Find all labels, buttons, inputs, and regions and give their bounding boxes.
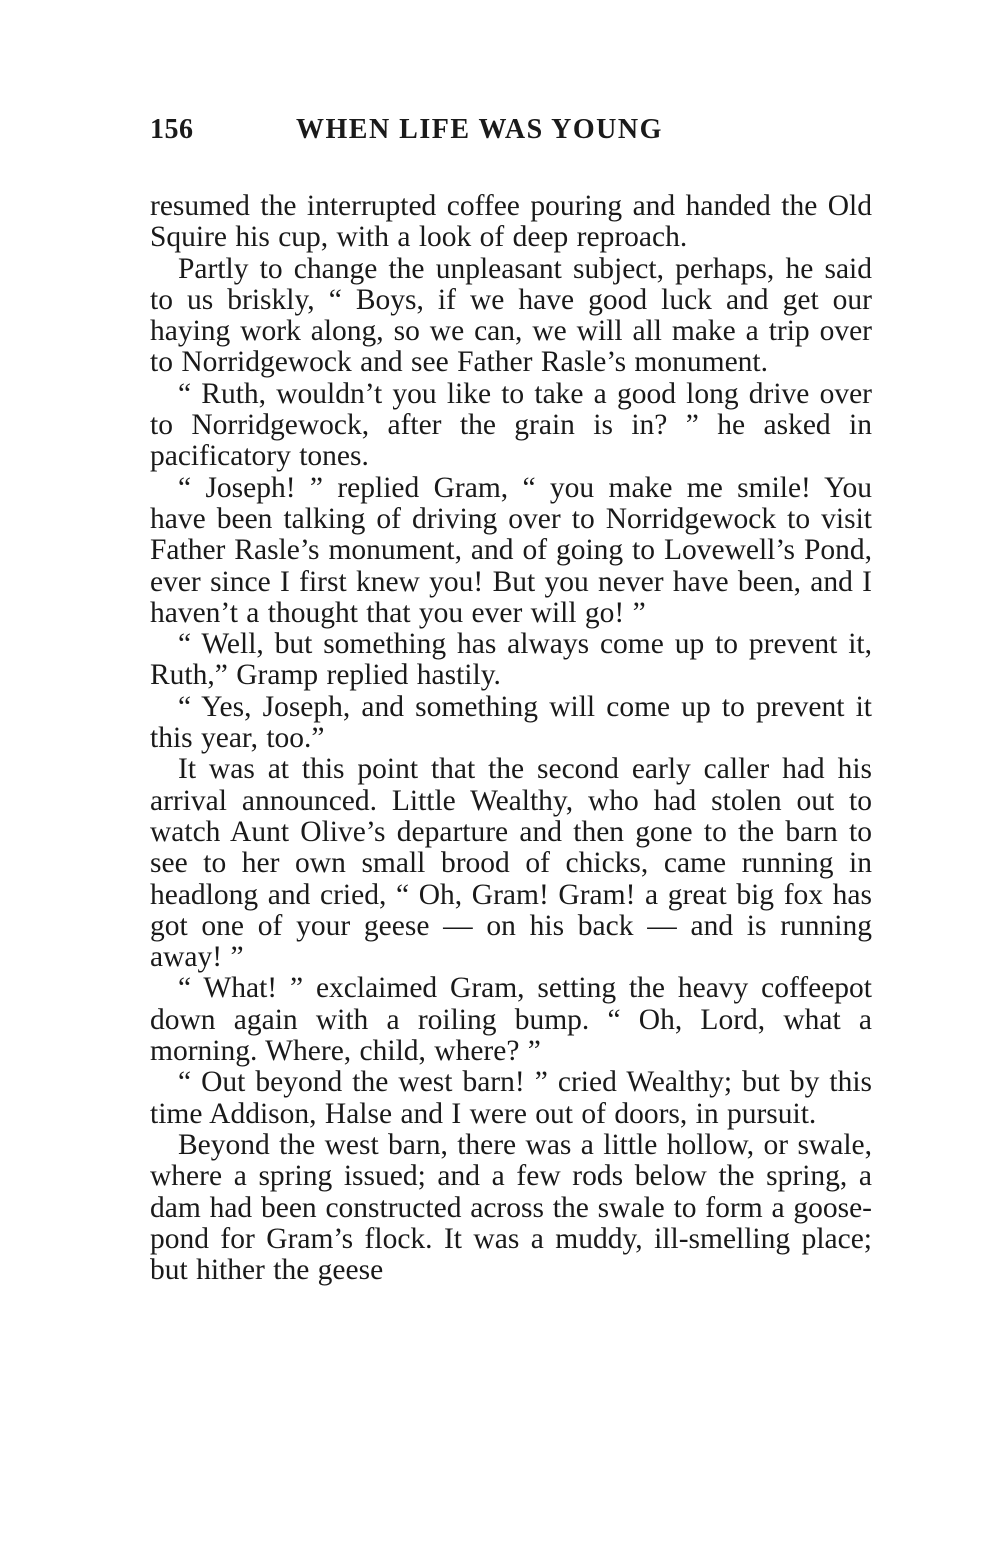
- paragraph-5: “ Well, but something has always come up to prevent it, Ruth,” Gramp replied hastily.: [150, 628, 872, 692]
- paragraph-4: “ Joseph! ” replied Gram, “ you make me smile! You have been talking of driving over to Norridgewock to visit Father Rasle’s monument, and of going to Lovewell’s Pond, ever since I first knew you! But you never have been, and I haven’t a thought that you ever will go! ”: [150, 471, 872, 629]
- page-number: 156: [150, 114, 194, 145]
- paragraph-1: resumed the interrupted coffee pouring and handed the Old Squire his cup, with a look of deep reproach.: [150, 190, 872, 254]
- paragraph-2: Partly to change the unpleasant subject, perhaps, he said to us briskly, “ Boys, if we have good luck and get our haying work along, so we can, we will all make a trip over to Norridgewock and see Father Rasle’s monument.: [150, 252, 872, 379]
- paragraph-10: Beyond the west barn, there was a little hollow, or swale, where a spring issued; and a few rods below the spring, a dam had been constructed across the swale to form a goose-pond for Gram’s flock. It was a muddy, ill-smelling place; but hither the geese: [150, 1128, 872, 1287]
- running-head: [150, 114, 870, 158]
- body-text: [150, 191, 872, 1286]
- paragraph-3: “ Ruth, wouldn’t you like to take a good long drive over to Norridgewock, after the grain is in? ” he asked in pacificatory tones.: [150, 377, 872, 473]
- running-title: WHEN LIFE WAS YOUNG: [296, 114, 663, 145]
- paragraph-9: “ Out beyond the west barn! ” cried Wealthy; but by this time Addison, Halse and I were out of doors, in pursuit.: [150, 1066, 872, 1130]
- paragraph-7: It was at this point that the second early caller had his arrival announced. Little Wealthy, who had stolen out to watch Aunt Olive’s departure and then gone to the barn to see to her own small brood of chicks, came running in headlong and cried, “ Oh, Gram! Gram! a great big fox has got one of your geese — on his back — and is running away! ”: [150, 753, 872, 974]
- paragraph-8: “ What! ” exclaimed Gram, setting the heavy coffeepot down again with a roiling bump. “ Oh, Lord, what a morning. Where, child, where? ”: [150, 972, 872, 1068]
- paragraph-6: “ Yes, Joseph, and something will come up to prevent it this year, too.”: [150, 690, 872, 755]
